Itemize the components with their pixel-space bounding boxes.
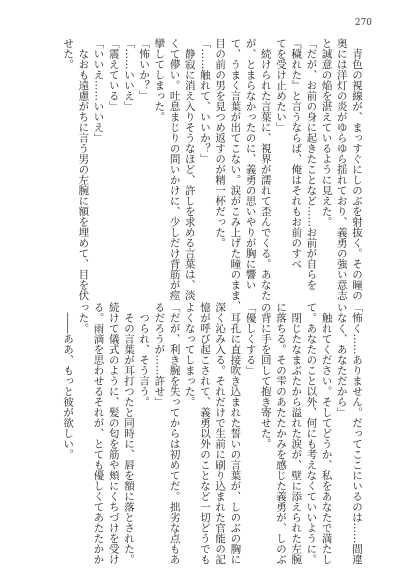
text-line: 「怖いか？」 bbox=[138, 38, 151, 101]
text-line: 青色の視線が、まっすぐにしのぶを射抜く。その瞳の bbox=[351, 38, 363, 301]
text-line: なおも遠慮がちに言う男の左腕に額を埋めて、目を伏 bbox=[77, 38, 90, 301]
text-line: 「だが、お前の身に起きたことなど……お前が自らを bbox=[305, 38, 318, 290]
text-line: てを受け止めたい」 bbox=[274, 38, 287, 133]
text-line: 『穢れた』と言うならば、俺はそれもお前のすべ bbox=[290, 38, 303, 269]
text-line: 奥には洋灯の炎がゆらゆら揺れており、義勇の強い意志 bbox=[335, 38, 348, 301]
text-line: 深く沁み入る。それだけで生前に刷り込まれた官能の記 bbox=[214, 302, 227, 565]
text-line: と誠意の焔を湛えているように見えた。 bbox=[320, 38, 333, 227]
text-line: 「……触れて、いいか？」 bbox=[198, 38, 211, 164]
text-line: 攣してしまった。 bbox=[153, 38, 166, 122]
text-line: の背に手を回して抱き寄せた。 bbox=[259, 302, 272, 449]
text-line: るだろうが……許せ」 bbox=[153, 302, 166, 407]
text-line: つられ、そう言う。 bbox=[138, 302, 151, 407]
text-line: 閉じたなまぶたから溢れた涙が、壁に添えられた左腕 bbox=[290, 302, 303, 565]
text-line: て、うまく言葉が出てこない。涙がこみ上げた瞳のまま、 bbox=[229, 38, 242, 311]
text-line: 目の前の男を見つめ返すのが精一杯だった。 bbox=[214, 38, 227, 248]
lower-text-block bbox=[60, 302, 364, 565]
text-line: よくなってしまった。 bbox=[183, 302, 196, 407]
text-line: て。あなたのこと以外、何にも考えなくていいように。 bbox=[305, 302, 318, 565]
text-line: 「……いいえ」 bbox=[122, 38, 135, 112]
text-line: 「優しくする」 bbox=[244, 302, 257, 376]
text-line: せた。 bbox=[62, 38, 75, 70]
text-line: 耳孔に直接吹き込まれた誓いの言葉が、しのぶの胸に bbox=[229, 302, 242, 565]
text-line: った。 bbox=[77, 302, 90, 334]
text-line: る。雨滴を思わせるそれが、とても優しくてあたたかか bbox=[92, 302, 105, 565]
text-line: 憶が呼び起こされて、義勇以外のことなど一切どうでも bbox=[198, 302, 211, 565]
text-line: 「いいえ……いいえ」 bbox=[92, 38, 105, 143]
page-number: 270 bbox=[354, 18, 372, 28]
text-line: 静寂に消え入りそうなほど、許しを求める言葉は、淡 bbox=[183, 38, 196, 301]
upper-text-block bbox=[60, 38, 364, 311]
text-line: が、とまらなかったのに、義勇の思いやりが胸に響い bbox=[244, 38, 257, 290]
text-line: ――ああ、もっと彼が欲しい。 bbox=[62, 302, 75, 460]
text-line: 「怖く……ありません。だってここにいるのは……間違 bbox=[351, 302, 363, 565]
text-line: 続けられた言葉に、視界が濡れて歪んでくる。あなた bbox=[259, 38, 272, 301]
text-line: くて儚い。吐息まじりの問いかけに、少しだけ背筋が痙 bbox=[168, 38, 181, 301]
text-line: に落ちる。その雫のあたたかみを感じた義勇が、しのぶ bbox=[274, 302, 287, 565]
text-line: いなく、あなただから」 bbox=[335, 302, 348, 418]
text-line: 触れてください。そしてどうか、私をあなたで満たし bbox=[320, 302, 333, 565]
text-line: 「震えている」 bbox=[107, 38, 120, 112]
text-line: 続けて儀式のように、髪の匂を筋や頬にくちづけを受け bbox=[107, 302, 120, 565]
text-line: 「だが、利き腕を失ってからは初めてだ。拙劣な点もあ bbox=[168, 302, 181, 565]
text-line: その言葉が耳打つたと同時に、唇を額に落とされた。 bbox=[122, 302, 135, 565]
